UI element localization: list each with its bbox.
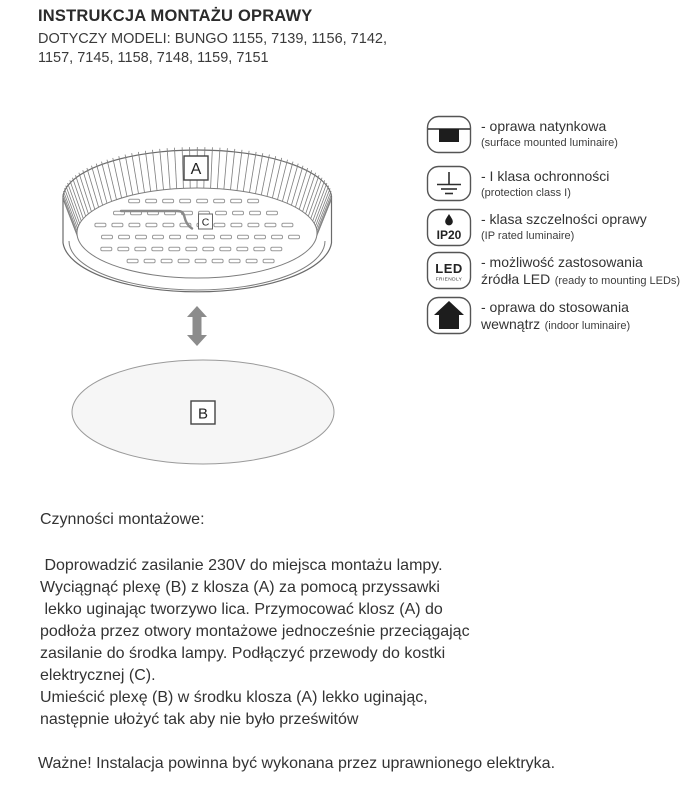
legend-text	[481, 165, 609, 201]
legend-label-mixed	[481, 271, 680, 290]
instructions-body	[40, 555, 470, 731]
protection-class-icon	[426, 165, 472, 203]
label-b-marker	[191, 401, 215, 424]
legend-label-en: (surface mounted luminaire)	[481, 136, 618, 149]
legend-label-en: (ready to mounting LEDs)	[554, 274, 681, 287]
legend-text	[481, 296, 630, 334]
instruction-line: Wyciągnąć plexę (B) z klosza (A) za pomocą przyssawki	[40, 579, 440, 596]
label-c-marker	[199, 214, 213, 229]
legend-row-led-friendly	[426, 251, 680, 291]
legend-row-surface-mounted	[426, 115, 618, 155]
instruction-line: Umieścić plexę (B) w środku klosza (A) lekko uginając,	[40, 689, 428, 706]
legend-row-indoor-use	[426, 296, 630, 336]
instruction-line: następnie ułożyć tak aby nie było prześwitów	[40, 711, 359, 728]
legend-label-en: (protection class I)	[481, 186, 571, 199]
instructions-heading: Czynności montażowe:	[40, 511, 205, 528]
legend-label-pl: - klasa szczelności oprawy	[481, 211, 647, 227]
legend-row-protection-class	[426, 165, 609, 203]
plexi-diffuser-drawing	[72, 360, 334, 464]
legend-row-ip-rating	[426, 208, 647, 248]
instruction-line: Doprowadzić zasilanie 230V do miejsca montażu lampy.	[40, 557, 443, 574]
installation-diagram	[30, 140, 380, 475]
ip-rating-icon	[426, 208, 472, 248]
label-a-marker	[184, 156, 208, 180]
surface-mounted-icon	[426, 115, 472, 155]
led-badge-sub: FRIENDLY	[435, 277, 463, 283]
instruction-line: podłoża przez otwory montażowe jednocześnie przeciągając	[40, 623, 470, 640]
legend-label-pl: - oprawa do stosowania	[481, 299, 629, 315]
indoor-use-icon	[426, 296, 472, 336]
legend-label-pl-2: źródła LED	[481, 270, 551, 287]
led-badge: LED	[435, 261, 463, 276]
model-list-line2: 1157, 7145, 1158, 7148, 1159, 7151	[38, 49, 269, 66]
model-list	[38, 30, 387, 67]
page-title: INSTRUKCJA MONTAŻU OPRAWY	[38, 7, 313, 25]
legend-text	[481, 251, 680, 289]
svg-text:A: A	[190, 161, 202, 178]
instruction-line: zasilanie do środka lampy. Podłączyć przewody do kostki	[40, 645, 446, 662]
legend-label-pl: - możliwość zastosowania	[481, 254, 643, 270]
perforation-holes	[95, 199, 300, 263]
instruction-line: lekko uginając tworzywo lica. Przymocować klosz (A) do	[40, 601, 443, 618]
legend-label-en: (indoor luminaire)	[544, 319, 631, 332]
svg-text:B: B	[197, 405, 209, 423]
instructions-section	[40, 511, 470, 731]
legend-label-pl: - oprawa natynkowa	[481, 118, 607, 134]
legend-text	[481, 115, 618, 151]
lamp-shade-drawing	[63, 147, 332, 292]
model-list-line1: DOTYCZY MODELI: BUNGO 1155, 7139, 1156, 7142,	[38, 31, 387, 47]
water-drop-icon	[445, 214, 453, 225]
legend-label-pl: - I klasa ochronności	[481, 168, 610, 184]
legend-label-en: (IP rated luminaire)	[481, 229, 575, 242]
led-friendly-icon	[426, 251, 472, 291]
instruction-line: elektrycznej (C).	[40, 667, 156, 684]
svg-text:C: C	[201, 216, 210, 229]
legend-text	[481, 208, 647, 244]
legend-label-mixed	[481, 316, 630, 335]
legend-label-pl-2: wewnątrz	[481, 315, 541, 332]
house-arrow-icon	[434, 301, 464, 329]
double-arrow-icon	[187, 306, 207, 346]
warning-text: Ważne! Instalacja powinna być wykonana przez uprawnionego elektryka.	[38, 755, 556, 772]
header	[38, 7, 387, 67]
ip-badge: IP20	[436, 228, 462, 242]
